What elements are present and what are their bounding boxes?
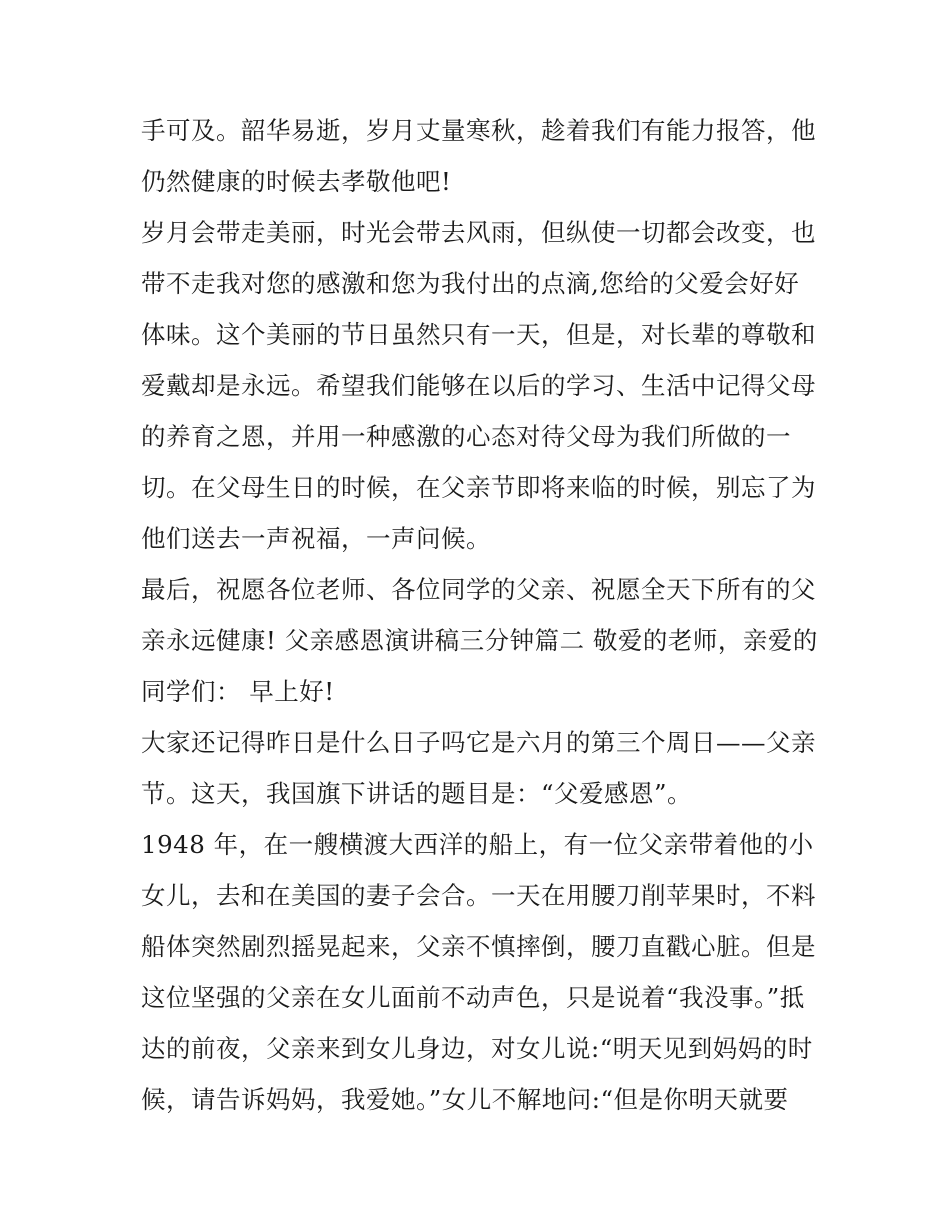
document-body bbox=[141, 105, 821, 1125]
text-line: 达的前夜，父亲来到女儿身边，对女儿说:“明天见到妈妈的时 bbox=[141, 1034, 813, 1063]
text-line: 的养育之恩，并用一种感激的心态对待父母为我们所做的一 bbox=[141, 422, 791, 451]
text-line: 手可及。韶华易逝，岁月丈量寒秋，趁着我们有能力报答，他 bbox=[141, 116, 816, 145]
text-line: 体味。这个美丽的节日虽然只有一天，但是，对长辈的尊敬和 bbox=[141, 320, 816, 349]
text-line: 带不走我对您的感激和您为我付出的点滴,您给的父爱会好好 bbox=[141, 269, 800, 298]
text-line: 他们送去一声祝福，一声问候。 bbox=[141, 524, 491, 553]
text-line: 节。这天，我国旗下讲话的题目是：“父爱感恩”。 bbox=[141, 779, 693, 808]
text-line: 最后，祝愿各位老师、各位同学的父亲、祝愿全天下所有的父 bbox=[141, 575, 816, 604]
text-line: 切。在父母生日的时候，在父亲节即将来临的时候，别忘了为 bbox=[141, 473, 816, 502]
text-line: 爱戴却是永远。希望我们能够在以后的学习、生活中记得父母 bbox=[141, 371, 816, 400]
text-line: 船体突然剧烈摇晃起来，父亲不慎摔倒，腰刀直戳心脏。但是 bbox=[141, 932, 816, 961]
text-line: 女儿，去和在美国的妻子会合。一天在用腰刀削苹果时，不料 bbox=[141, 881, 816, 910]
text-line: 同学们： 早上好! bbox=[141, 677, 335, 706]
text-line: 岁月会带走美丽，时光会带去风雨，但纵使一切都会改变，也 bbox=[141, 218, 816, 247]
text-line: 仍然健康的时候去孝敬他吧! bbox=[141, 167, 452, 196]
text-line: 亲永远健康! 父亲感恩演讲稿三分钟篇二 敬爱的老师，亲爱的 bbox=[141, 626, 818, 655]
text-line: 大家还记得昨日是什么日子吗它是六月的第三个周日——父亲 bbox=[141, 728, 816, 757]
text-line: 这位坚强的父亲在女儿面前不动声色，只是说着“我没事。”抵 bbox=[141, 983, 805, 1012]
text-line: 1948 年，在一艘横渡大西洋的船上，有一位父亲带着他的小 bbox=[141, 830, 814, 859]
text-line: 候，请告诉妈妈，我爱她。”女儿不解地问:“但是你明天就要 bbox=[141, 1085, 789, 1114]
